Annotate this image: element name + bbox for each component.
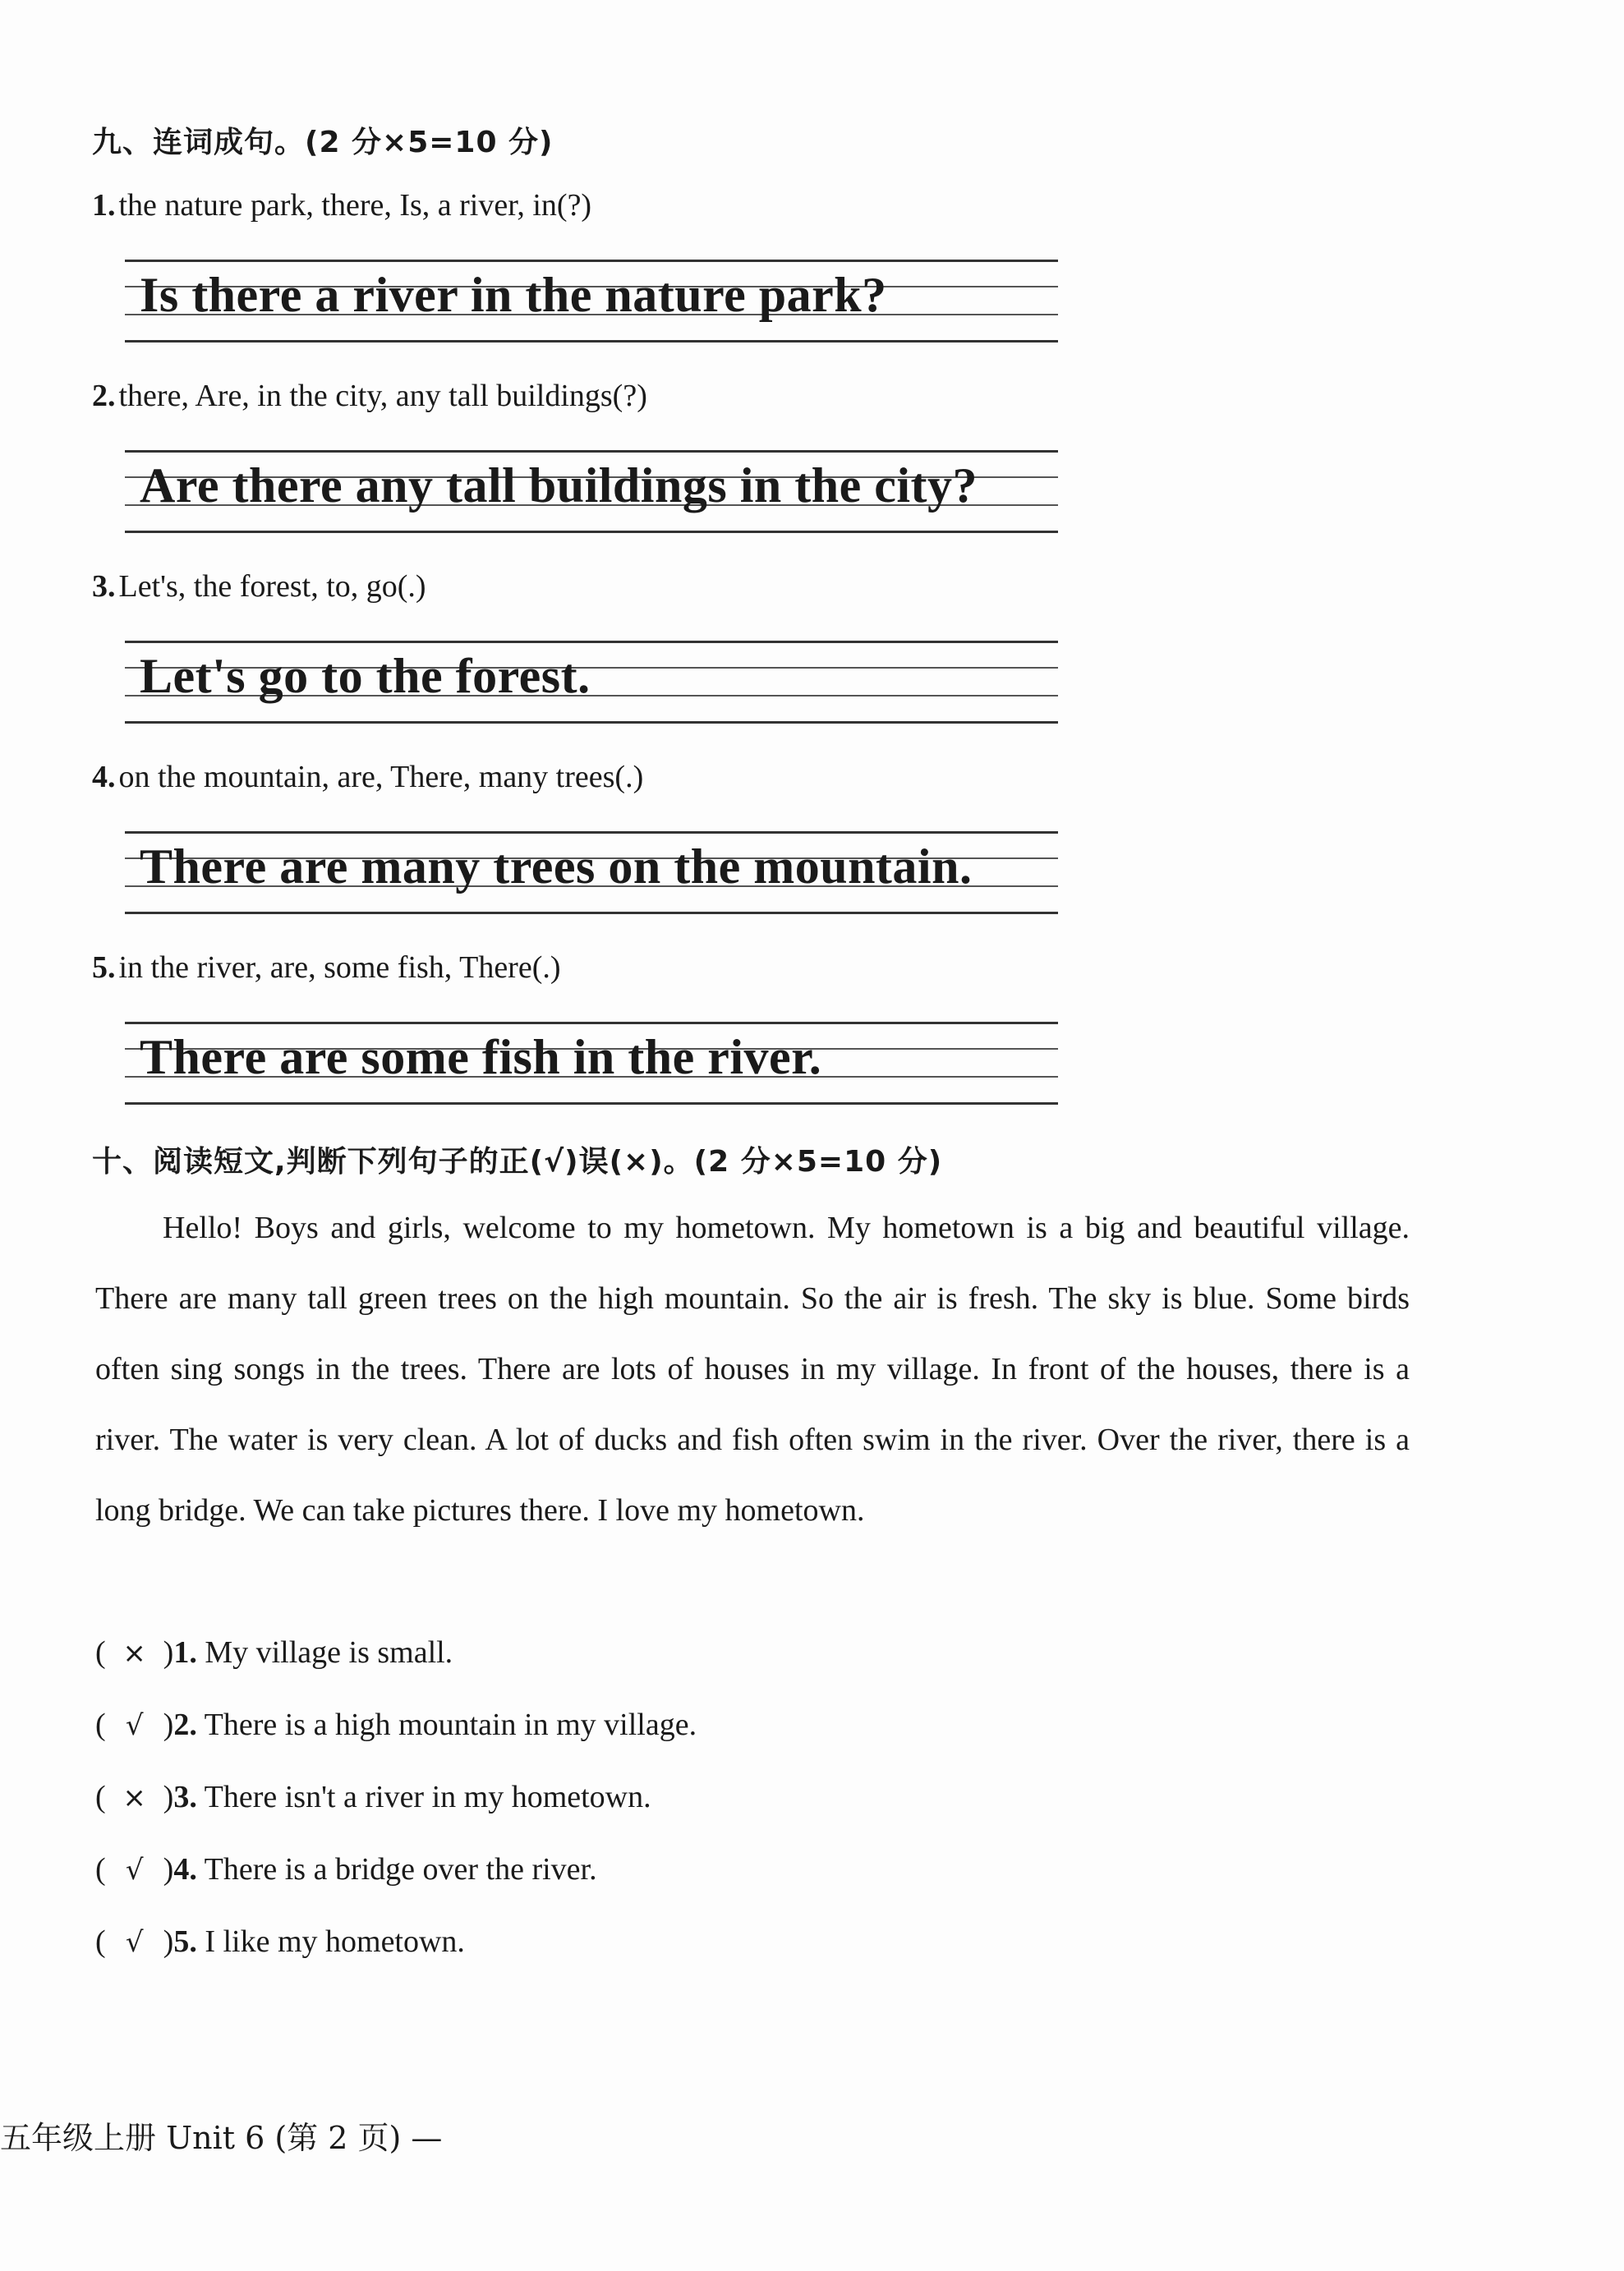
question-number: 1. xyxy=(173,1635,197,1670)
judge-item-3: ( × )3. There isn't a river in my hometown. xyxy=(95,1780,651,1814)
question-3-prompt xyxy=(92,568,426,605)
question-5-prompt xyxy=(92,949,561,986)
statement-text: I like my hometown. xyxy=(205,1924,465,1959)
reading-passage xyxy=(95,1193,1410,1546)
judge-item-4: ( √ )4. There is a bridge over the river. xyxy=(95,1852,597,1887)
answer-mark: √ xyxy=(125,1926,144,1959)
answer-mark: × xyxy=(122,1781,146,1814)
answer-text: Let's go to the forest. xyxy=(140,649,591,703)
question-number: 4. xyxy=(173,1852,197,1887)
statement-text: There is a high mountain in my village. xyxy=(204,1708,697,1742)
answer-text: There are some fish in the river. xyxy=(140,1030,822,1084)
question-text: there, Are, in the city, any tall buildings(?) xyxy=(118,379,647,413)
answer-text: There are many trees on the mountain. xyxy=(140,839,973,894)
question-1-prompt xyxy=(92,187,591,223)
question-2-prompt xyxy=(92,378,647,414)
answer-lines-3 xyxy=(125,641,1058,723)
question-number: 2. xyxy=(173,1708,197,1742)
question-text: Let's, the forest, to, go(.) xyxy=(118,569,426,604)
answer-lines-1 xyxy=(125,260,1058,342)
statement-text: My village is small. xyxy=(205,1635,453,1670)
answer-text: Are there any tall buildings in the city? xyxy=(140,458,978,513)
question-number: 2. xyxy=(92,379,116,413)
question-number: 5. xyxy=(92,950,116,985)
question-text: on the mountain, are, There, many trees(.) xyxy=(118,760,644,794)
passage-text: Hello! Boys and girls, welcome to my hometown. My hometown is a big and beautiful village. There are many tall green trees on the high mountain. So the air is fresh. The sky is blue. Some birds often sing songs in the trees. There are lots of houses in my village. In front of the houses, there is a river. The water is very clean. A lot of ducks and fish often swim in the river. Over the river, there is a long bridge. We can take pictures there. I love my hometown. xyxy=(95,1211,1410,1528)
judge-item-5: ( √ )5. I like my hometown. xyxy=(95,1924,465,1959)
question-number: 4. xyxy=(92,760,116,794)
section-9-title: 九、连词成句。(2 分×5=10 分) xyxy=(92,126,554,159)
answer-lines-2 xyxy=(125,450,1058,532)
answer-mark: √ xyxy=(125,1709,144,1742)
question-number: 3. xyxy=(92,569,116,604)
answer-lines-4 xyxy=(125,831,1058,913)
question-4-prompt xyxy=(92,759,643,795)
statement-text: There is a bridge over the river. xyxy=(204,1852,597,1887)
question-number: 3. xyxy=(173,1780,197,1814)
statement-text: There isn't a river in my hometown. xyxy=(204,1780,651,1814)
page-footer: 五年级上册 Unit 6 (第 2 页) — xyxy=(0,2120,443,2156)
judge-item-1: ( × )1. My village is small. xyxy=(95,1635,453,1670)
question-text: the nature park, there, Is, a river, in(?) xyxy=(118,188,592,223)
answer-mark: × xyxy=(122,1637,146,1670)
judge-item-2: ( √ )2. There is a high mountain in my village. xyxy=(95,1708,697,1742)
section-10-title: 十、阅读短文,判断下列句子的正(√)误(×)。(2 分×5=10 分) xyxy=(92,1145,943,1179)
answer-text: Is there a river in the nature park? xyxy=(140,268,887,322)
answer-mark: √ xyxy=(125,1854,144,1887)
question-number: 5. xyxy=(173,1924,197,1959)
answer-lines-5 xyxy=(125,1022,1058,1104)
question-number: 1. xyxy=(92,188,116,223)
question-text: in the river, are, some fish, There(.) xyxy=(118,950,561,985)
